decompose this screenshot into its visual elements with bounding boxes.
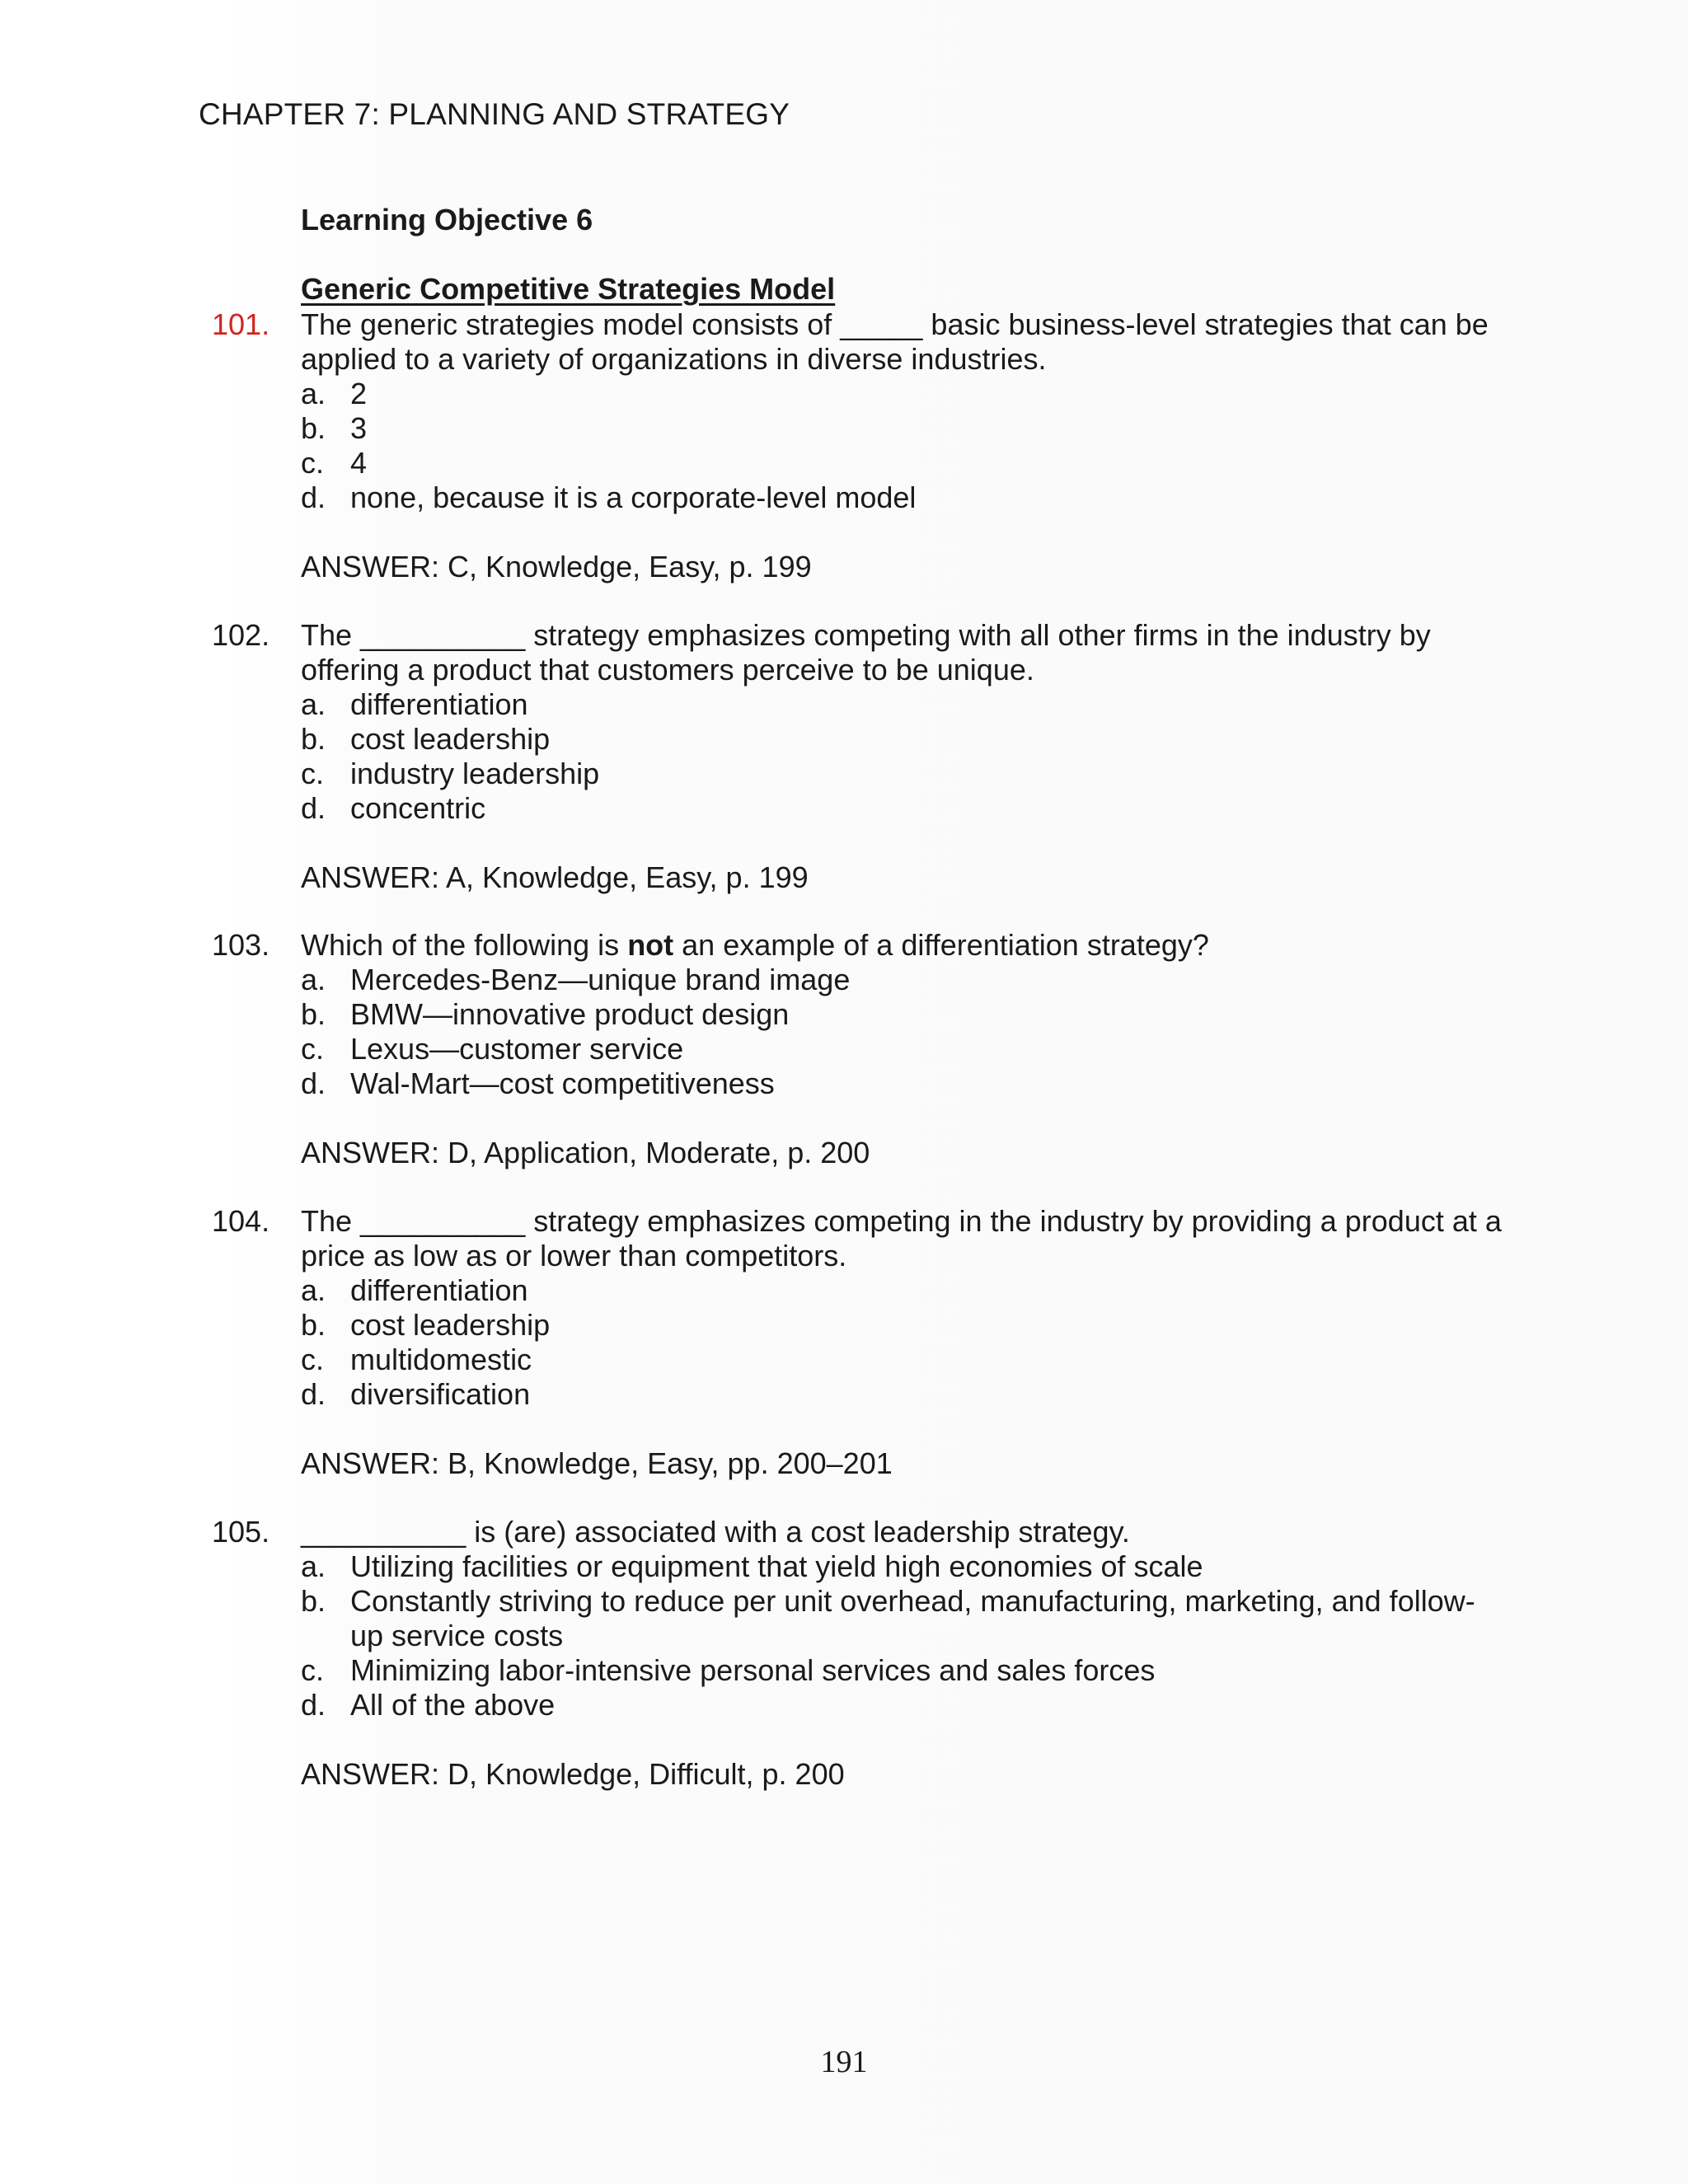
option: c. Lexus—customer service xyxy=(301,1032,684,1066)
option: c. Minimizing labor-intensive personal services and sales forces xyxy=(301,1653,1156,1687)
question-number: 105. xyxy=(212,1515,270,1549)
answer-line: ANSWER: D, Knowledge, Difficult, p. 200 xyxy=(301,1757,845,1791)
question-number: 103. xyxy=(212,928,270,962)
question-text: Which of the following is not an example of a differentiation strategy? xyxy=(301,928,1209,962)
question-text: The generic strategies model consists of _____ basic business-level strategies that can be applied to a variety of organizations in diverse industries. xyxy=(301,307,1489,376)
answer-line: ANSWER: D, Application, Moderate, p. 200 xyxy=(301,1136,870,1169)
option: c. multidomestic xyxy=(301,1343,532,1376)
answer-line: ANSWER: C, Knowledge, Easy, p. 199 xyxy=(301,550,812,583)
option: b. cost leadership xyxy=(301,1308,551,1342)
section-title: Generic Competitive Strategies Model xyxy=(301,272,836,306)
option: d. All of the above xyxy=(301,1688,556,1722)
option-list xyxy=(301,377,1504,515)
page-number: 191 xyxy=(820,2045,868,2079)
option: b. 3 xyxy=(301,411,368,445)
answer-line: ANSWER: A, Knowledge, Easy, p. 199 xyxy=(301,860,809,894)
question-text: __________ is (are) associated with a cost leadership strategy. xyxy=(301,1515,1130,1549)
learning-objective-heading: Learning Objective 6 xyxy=(301,203,593,237)
option: a. Utilizing facilities or equipment that yield high economies of scale xyxy=(301,1549,1203,1583)
option-list xyxy=(301,1549,1504,1722)
question-number: 102. xyxy=(212,618,270,652)
chapter-header: CHAPTER 7: PLANNING AND STRATEGY xyxy=(199,97,790,131)
question-text: The __________ strategy emphasizes competing with all other firms in the industry by offering a product that customers perceive to be unique. xyxy=(301,618,1431,687)
option: c. industry leadership xyxy=(301,757,600,790)
option: d. Wal-Mart—cost competitiveness xyxy=(301,1066,775,1100)
option: c. 4 xyxy=(301,446,368,480)
option: d. concentric xyxy=(301,791,486,825)
question-number: 101. xyxy=(212,307,270,341)
option: d. none, because it is a corporate-level model xyxy=(301,480,917,514)
option: d. diversification xyxy=(301,1377,531,1411)
option: a. differentiation xyxy=(301,687,528,721)
option-list xyxy=(301,687,1504,826)
question-number: 104. xyxy=(212,1204,270,1238)
option: b. BMW—innovative product design xyxy=(301,997,790,1031)
option: a. differentiation xyxy=(301,1273,528,1307)
option: b. cost leadership xyxy=(301,722,551,756)
option: b. Constantly striving to reduce per unit overhead, manufacturing, marketing, and follow-up service costs xyxy=(301,1584,1475,1652)
answer-line: ANSWER: B, Knowledge, Easy, pp. 200–201 xyxy=(301,1446,893,1480)
option-list xyxy=(301,963,1504,1101)
option: a. Mercedes-Benz—unique brand image xyxy=(301,963,851,996)
option-list xyxy=(301,1273,1504,1412)
option: a. 2 xyxy=(301,377,368,410)
question-text: The __________ strategy emphasizes competing in the industry by providing a product at a price as low as or lower than competitors. xyxy=(301,1204,1502,1272)
